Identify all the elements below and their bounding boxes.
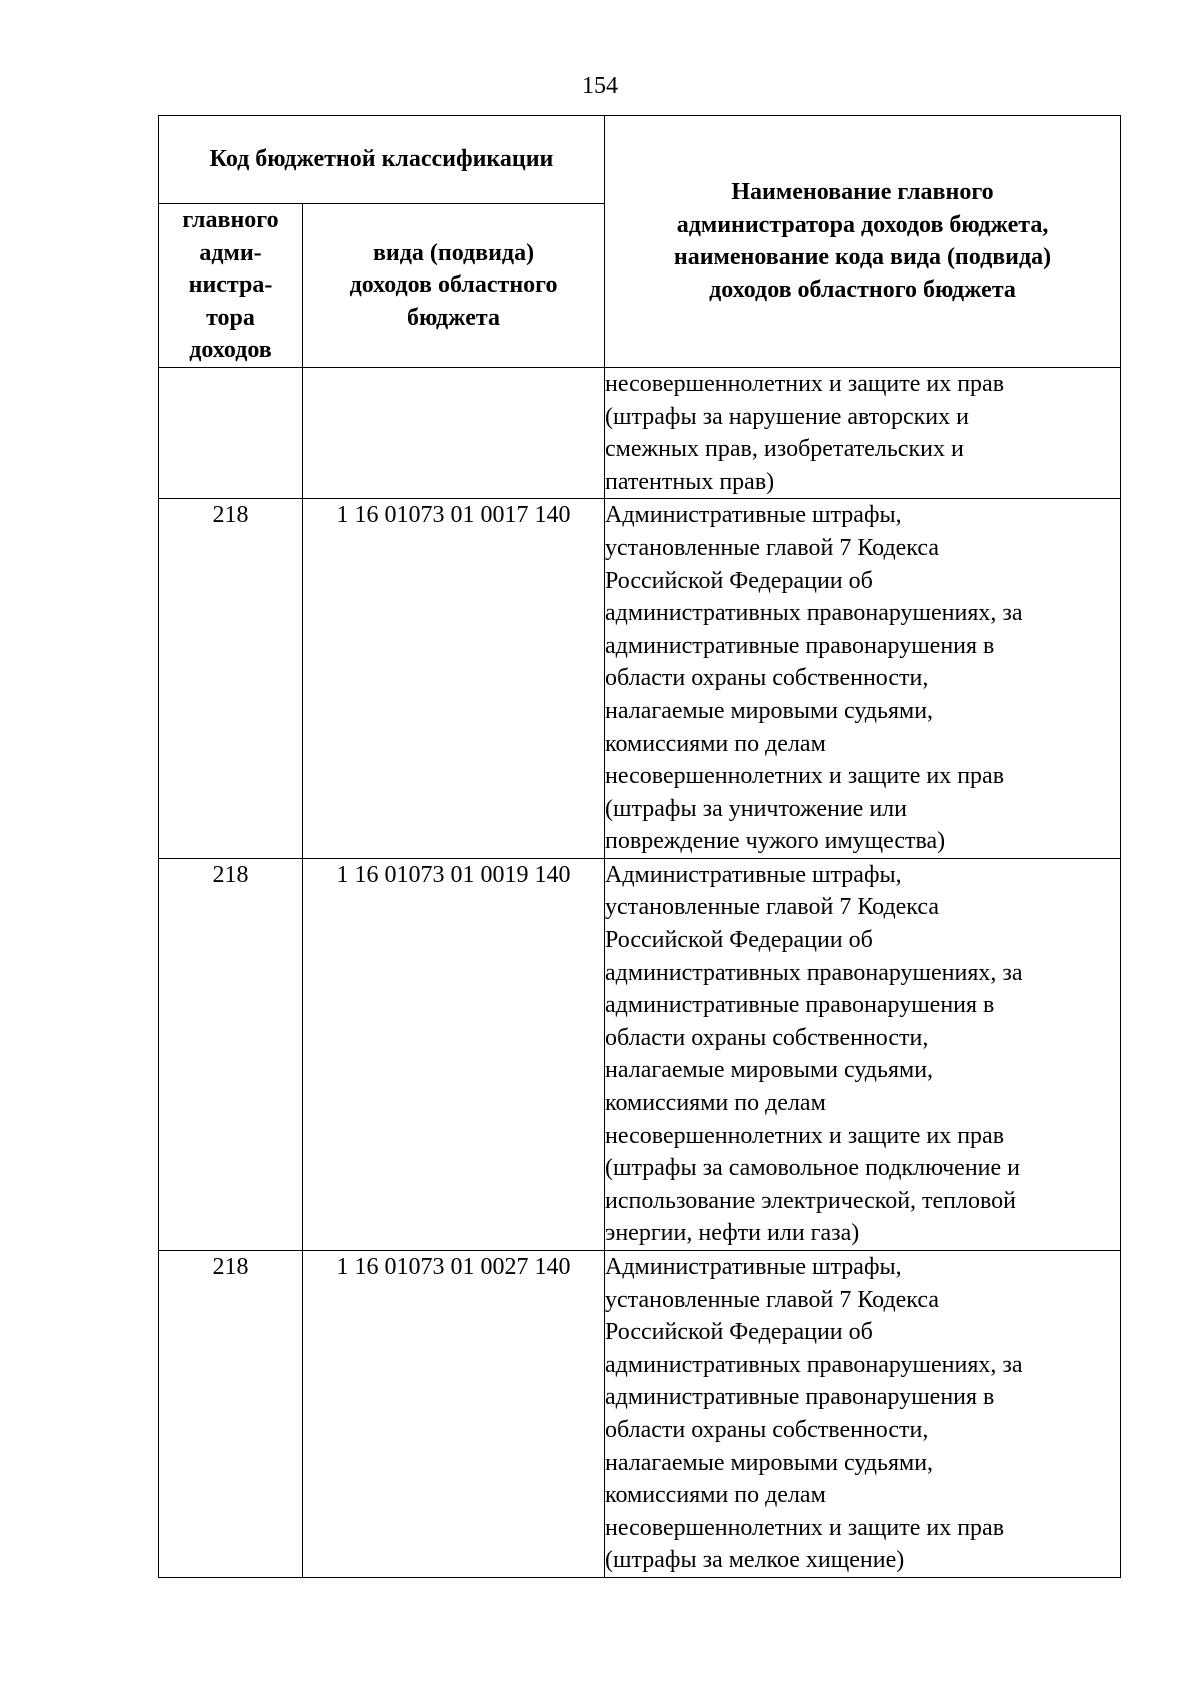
- header-admin-name-line: доходов областного бюджета: [709, 277, 1016, 304]
- header-budget-code-group: Код бюджетной классификации: [159, 116, 605, 204]
- description-line: несовершеннолетних и защите их прав: [605, 1122, 1005, 1149]
- header-main-admin-line: нистра-: [188, 272, 273, 299]
- description-line: налагаемые мировыми судьями,: [605, 1449, 934, 1476]
- header-income-type-line: вида (подвида): [372, 239, 535, 266]
- description-line: повреждение чужого имущества): [605, 828, 946, 855]
- description-line: административные правонарушения в: [605, 1384, 995, 1411]
- header-main-admin-line: адми-: [199, 239, 262, 266]
- description-line: Административные штрафы,: [605, 861, 902, 888]
- income-code-cell: 1 16 01073 01 0019 140: [303, 858, 605, 1250]
- description-line: административных правонарушениях, за: [605, 959, 1023, 986]
- description-line: установленные главой 7 Кодекса: [605, 894, 939, 921]
- description-line: несовершеннолетних и защите их прав: [605, 1514, 1005, 1541]
- description-line: установленные главой 7 Кодекса: [605, 1286, 939, 1313]
- header-main-admin-line: доходов: [189, 337, 272, 364]
- header-admin-name-line: наименование кода вида (подвида): [673, 244, 1052, 271]
- description-line: (штрафы за уничтожение или: [605, 795, 907, 822]
- table-row: [159, 858, 1121, 1250]
- description-line: области охраны собственности,: [605, 1416, 929, 1443]
- description-cell: [605, 499, 1121, 859]
- description-line: административные правонарушения в: [605, 992, 995, 1019]
- income-code-cell: [303, 367, 605, 498]
- description-line: Административные штрафы,: [605, 1254, 902, 1280]
- table-header: [159, 116, 1121, 368]
- description-line: административные правонарушения в: [605, 632, 995, 659]
- table-row: [159, 367, 1121, 498]
- header-admin-name-line: администратора доходов бюджета,: [676, 211, 1049, 238]
- description-line: смежных прав, изобретательских и: [605, 436, 964, 463]
- description-line: несовершеннолетних и защите их прав: [605, 763, 1005, 790]
- description-cell: [605, 1251, 1121, 1578]
- description-line: энергии, нефти или газа): [605, 1220, 860, 1247]
- header-income-type-line: бюджета: [407, 304, 500, 331]
- income-code-cell: 1 16 01073 01 0027 140: [303, 1251, 605, 1578]
- description-line: административных правонарушениях, за: [605, 1351, 1023, 1378]
- admin-code-cell: 218: [159, 499, 303, 859]
- description-cell: [605, 858, 1121, 1250]
- description-line: использование электрической, тепловой: [605, 1187, 1017, 1214]
- description-line: несовершеннолетних и защите их прав: [605, 370, 1005, 397]
- header-income-type: [303, 204, 605, 368]
- description-line: Российской Федерации об: [605, 1319, 873, 1346]
- description-line: патентных прав): [605, 468, 775, 495]
- table-body: [159, 367, 1121, 1577]
- description-line: Российской Федерации об: [605, 927, 873, 954]
- description-line: области охраны собственности,: [605, 1024, 929, 1051]
- description-line: области охраны собственности,: [605, 665, 929, 692]
- header-admin-name-line: Наименование главного: [731, 179, 994, 206]
- table-row: [159, 1251, 1121, 1578]
- header-main-admin-line: главного: [182, 207, 279, 233]
- description-line: (штрафы за нарушение авторских и: [605, 403, 969, 430]
- description-line: установленные главой 7 Кодекса: [605, 534, 939, 561]
- header-main-admin-line: тора: [206, 304, 255, 331]
- header-income-type-line: доходов областного: [349, 272, 558, 299]
- income-code-cell: 1 16 01073 01 0017 140: [303, 499, 605, 859]
- description-line: Российской Федерации об: [605, 567, 873, 594]
- description-cell: [605, 367, 1121, 498]
- header-row-group: [159, 116, 1121, 204]
- description-line: комиссиями по делам: [605, 730, 826, 757]
- description-line: комиссиями по делам: [605, 1482, 826, 1509]
- description-line: (штрафы за мелкое хищение): [605, 1547, 905, 1574]
- description-line: административных правонарушениях, за: [605, 600, 1023, 627]
- description-line: (штрафы за самовольное подключение и: [605, 1155, 1020, 1182]
- description-line: Административные штрафы,: [605, 502, 902, 529]
- description-line: налагаемые мировыми судьями,: [605, 697, 934, 724]
- admin-code-cell: 218: [159, 858, 303, 1250]
- header-admin-name: [605, 116, 1121, 368]
- admin-code-cell: [159, 367, 303, 498]
- description-line: налагаемые мировыми судьями,: [605, 1057, 934, 1084]
- page-number: 154: [582, 73, 618, 99]
- description-line: комиссиями по делам: [605, 1090, 826, 1117]
- table-row: [159, 499, 1121, 859]
- budget-classification-table: [158, 115, 1121, 1578]
- header-main-admin: [159, 204, 303, 368]
- admin-code-cell: 218: [159, 1251, 303, 1578]
